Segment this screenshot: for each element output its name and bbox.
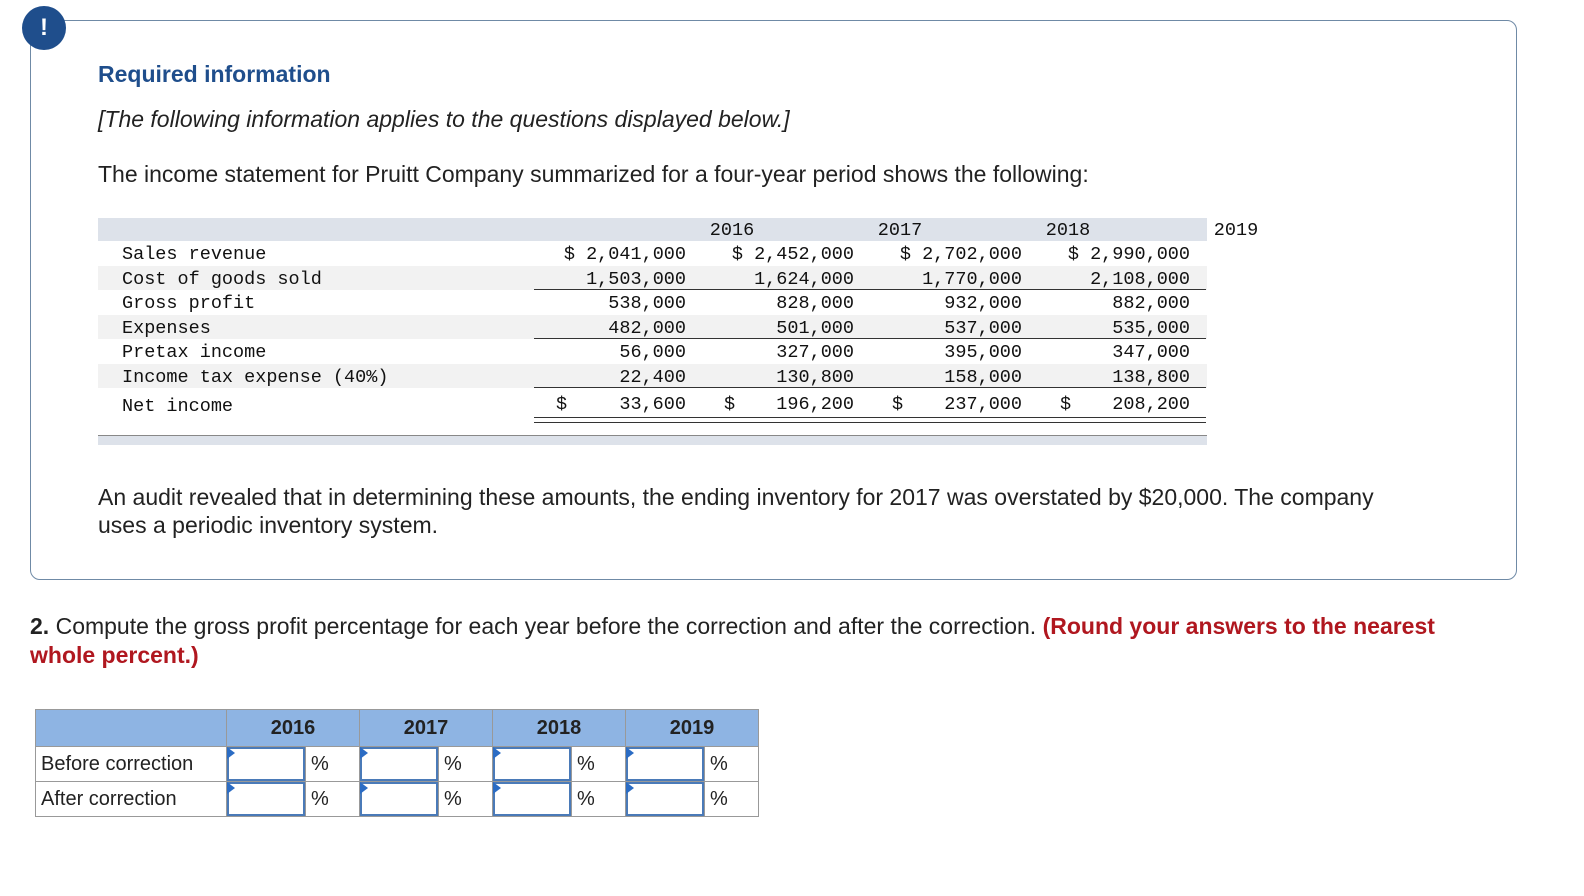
value-cell: 395,000 — [944, 342, 1022, 363]
answer-row-after-correction — [36, 782, 759, 817]
percent-unit: % — [306, 782, 360, 817]
value-cell: 1,503,000 — [586, 268, 686, 290]
value-cell: 196,200 — [776, 394, 854, 415]
row-label: Gross profit — [122, 293, 256, 314]
value-cell: 22,400 — [619, 366, 686, 388]
value-cell: 237,000 — [944, 394, 1022, 415]
gp-before-2019-input[interactable] — [626, 747, 704, 781]
value-cell: 828,000 — [776, 293, 854, 314]
input-cell — [360, 782, 439, 817]
information-note: [The following information applies to the questions displayed below.] — [98, 106, 790, 132]
value-cell: 538,000 — [608, 293, 686, 314]
double-underline — [1038, 417, 1206, 423]
value-cell: 1,770,000 — [922, 268, 1022, 290]
value-cell: 208,200 — [1112, 394, 1190, 415]
statement-row-cogs — [98, 266, 1207, 291]
audit-text: An audit revealed that in determining these amounts, the ending inventory for 2017 was overstated by $20,000. The company uses a periodic inventory system. — [98, 484, 1374, 538]
input-flag-icon — [626, 782, 634, 794]
row-label: Pretax income — [122, 342, 267, 363]
dollar-sign: $ — [892, 394, 904, 415]
intro-text: The income statement for Pruitt Company summarized for a four-year period shows the following: — [98, 161, 1089, 187]
input-flag-icon — [626, 747, 634, 759]
gp-after-2019-input[interactable] — [626, 782, 704, 816]
row-label: After correction — [36, 782, 227, 817]
input-flag-icon — [493, 782, 501, 794]
double-underline — [534, 417, 702, 423]
year-header-2017: 2017 — [360, 710, 493, 747]
input-flag-icon — [360, 782, 368, 794]
value-cell: $ 2,041,000 — [563, 244, 686, 265]
value-cell: 501,000 — [776, 317, 854, 339]
value-cell: 138,800 — [1112, 366, 1190, 388]
statement-header-row — [98, 218, 1259, 241]
gp-after-2017-input[interactable] — [360, 782, 438, 816]
statement-row-income-tax — [98, 364, 1207, 389]
year-header: 2017 — [877, 220, 923, 241]
alert-icon: ! — [22, 6, 66, 50]
value-cell: $ 2,702,000 — [899, 244, 1022, 265]
answer-table — [35, 709, 759, 817]
input-flag-icon — [360, 747, 368, 759]
percent-unit: % — [306, 747, 360, 782]
percent-unit: % — [439, 782, 493, 817]
input-cell — [493, 747, 572, 782]
value-cell: 347,000 — [1112, 342, 1190, 363]
statement-row-gross-profit — [98, 290, 1207, 315]
input-cell — [227, 747, 306, 782]
row-label: Cost of goods sold — [122, 268, 322, 290]
percent-unit: % — [705, 747, 759, 782]
blank-header — [36, 710, 227, 747]
input-flag-icon — [493, 747, 501, 759]
value-cell: 2,108,000 — [1090, 268, 1190, 290]
double-underline — [870, 417, 1038, 423]
year-header-2016: 2016 — [227, 710, 360, 747]
gp-after-2016-input[interactable] — [227, 782, 305, 816]
input-cell — [227, 782, 306, 817]
year-header-2018: 2018 — [493, 710, 626, 747]
value-cell: 1,624,000 — [754, 268, 854, 290]
input-flag-icon — [227, 782, 235, 794]
value-cell: 932,000 — [944, 293, 1022, 314]
statement-footer-bar — [98, 435, 1207, 445]
statement-row-sales-revenue — [98, 241, 1207, 266]
value-cell: 130,800 — [776, 366, 854, 388]
question-text: Compute the gross profit percentage for each year before the correction and after the correction. — [55, 613, 1037, 639]
value-cell: 33,600 — [619, 394, 686, 415]
value-cell: $ 2,452,000 — [731, 244, 854, 265]
dollar-sign: $ — [724, 394, 736, 415]
double-underline — [702, 417, 870, 423]
question-prompt — [30, 612, 1490, 670]
value-cell: $ 2,990,000 — [1067, 244, 1190, 265]
statement-row-net-income — [98, 388, 1207, 422]
dollar-sign: $ — [556, 394, 568, 415]
answer-row-before-correction — [36, 747, 759, 782]
gp-before-2017-input[interactable] — [360, 747, 438, 781]
answer-header-row — [36, 710, 759, 747]
value-cell: 56,000 — [619, 342, 686, 363]
row-label: Net income — [122, 396, 234, 417]
row-label: Income tax expense (40%) — [122, 366, 389, 388]
gp-before-2018-input[interactable] — [493, 747, 571, 781]
input-cell — [626, 747, 705, 782]
statement-row-expenses — [98, 315, 1207, 340]
row-label: Sales revenue — [122, 244, 267, 265]
percent-unit: % — [439, 747, 493, 782]
year-header: 2016 — [709, 220, 755, 241]
gp-after-2018-input[interactable] — [493, 782, 571, 816]
year-header-2019: 2019 — [626, 710, 759, 747]
required-information-title: Required information — [98, 61, 331, 87]
value-cell: 882,000 — [1112, 293, 1190, 314]
input-cell — [626, 782, 705, 817]
rounding-instruction: (Round your answers to the nearest whole percent.) — [30, 613, 1435, 668]
row-label: Before correction — [36, 747, 227, 782]
value-cell: 482,000 — [608, 317, 686, 339]
dollar-sign: $ — [1060, 394, 1072, 415]
year-header: 2019 — [1213, 220, 1259, 241]
input-cell — [493, 782, 572, 817]
percent-unit: % — [572, 747, 626, 782]
input-flag-icon — [227, 747, 235, 759]
percent-unit: % — [705, 782, 759, 817]
statement-row-pretax-income — [98, 339, 1207, 364]
value-cell: 158,000 — [944, 366, 1022, 388]
input-cell — [360, 747, 439, 782]
income-statement-table — [98, 218, 1259, 422]
percent-unit: % — [572, 782, 626, 817]
year-header: 2018 — [1045, 220, 1091, 241]
value-cell: 327,000 — [776, 342, 854, 363]
row-label: Expenses — [122, 317, 211, 339]
value-cell: 537,000 — [944, 317, 1022, 339]
gp-before-2016-input[interactable] — [227, 747, 305, 781]
value-cell: 535,000 — [1112, 317, 1190, 339]
question-number: 2. — [30, 613, 50, 639]
